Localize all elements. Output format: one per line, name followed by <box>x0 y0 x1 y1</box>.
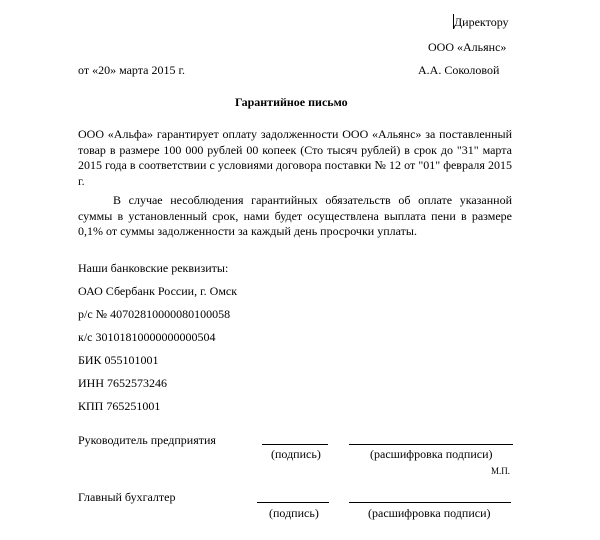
bik: БИК 055101001 <box>78 353 159 367</box>
bank-details-heading: Наши банковские реквизиты: <box>78 261 229 275</box>
bank-name: ОАО Сбербанк России, г. Омск <box>78 284 238 298</box>
recipient-company: ООО «Альянс» <box>428 40 507 54</box>
director-label: Руководитель предприятия <box>78 433 216 447</box>
recipient-title: Директору <box>454 15 509 29</box>
accountant-signature-line <box>257 502 329 503</box>
director-decoding-line <box>349 444 513 445</box>
document-title: Гарантийное письмо <box>235 95 348 109</box>
paragraph-penalty: В случае несоблюдения гарантийных обязательств об оплате указанной суммы в установленный срок, нами будет осуществлена выплата пени в размере 0,1% от суммы задолженности за каждый день просрочки уплаты. <box>78 193 512 238</box>
accountant-signature-caption: (подпись) <box>269 506 319 520</box>
director-signature-caption: (подпись) <box>271 447 321 461</box>
settlement-account: р/с № 40702810000080100058 <box>78 307 231 321</box>
accountant-decoding-caption: (расшифровка подписи) <box>368 506 491 520</box>
stamp-place: М.П. <box>491 466 511 476</box>
inn: ИНН 7652573246 <box>78 376 167 390</box>
accountant-label: Главный бухгалтер <box>78 490 176 504</box>
director-signature-line <box>262 444 328 445</box>
kpp: КПП 765251001 <box>78 399 161 413</box>
letter-date: от «20» марта 2015 г. <box>78 63 186 77</box>
accountant-decoding-line <box>349 502 511 503</box>
recipient-name: А.А. Соколовой <box>418 63 500 77</box>
director-decoding-caption: (расшифровка подписи) <box>370 447 493 461</box>
correspondent-account: к/с 30101810000000000504 <box>78 330 216 344</box>
paragraph-guarantee: ООО «Альфа» гарантирует оплату задолженности ООО «Альянс» за поставленный товар в размере 100 000 рублей 00 копеек (Сто тысяч рублей) в срок до "31" марта 2015 года в соответствии с условиями договора поставки № 12 от "01" февраля 2015 г. <box>78 127 512 188</box>
